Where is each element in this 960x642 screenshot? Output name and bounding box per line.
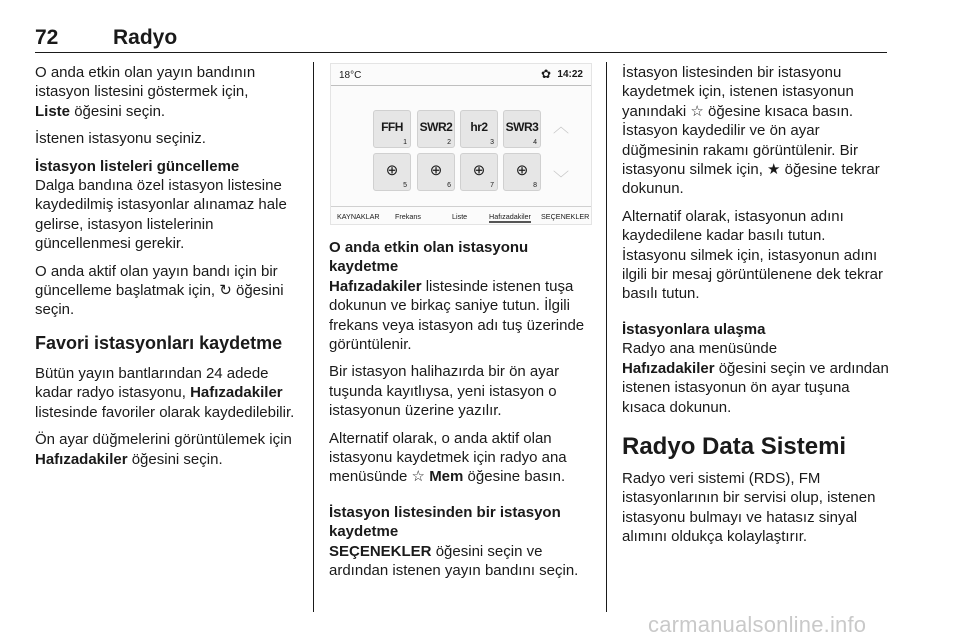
column-divider-1 — [313, 62, 314, 612]
column-1 — [35, 63, 305, 477]
paragraph: Radyo veri sistemi (RDS), FM istasyonlarının bir servisi olup, istenen istasyonu bulmayı ve hatasız sinyal alımını oldukça kolaylaştırır. — [622, 469, 876, 546]
add-icon: ⊕ — [429, 162, 443, 179]
column-2 — [329, 238, 597, 589]
column-divider-2 — [606, 62, 607, 612]
gear-icon: ✿ — [540, 67, 551, 81]
paragraph: Alternatif olarak, istasyonun adını kaydedilene kadar basılı tutun. İstasyonu silmek için, istasyonun adını ilgili bir mesaj görüntülenene dek tekrar basılı tutun. — [622, 207, 883, 303]
paragraph: SEÇENEKLER öğesini seçin ve ardından istenen yayın bandını seçin. — [329, 542, 579, 580]
paragraph: Bir istasyon halihazırda bir ön ayar tuşunda kayıtlıysa, yeni istasyon o istasyonun üzerine yazılır. — [329, 363, 560, 420]
subheading-save-current: O anda etkin olan istasyonu kaydetme — [329, 239, 529, 276]
preset-button-6[interactable]: ⊕ 6 — [417, 153, 455, 191]
preset-button-3[interactable]: hr2 3 — [460, 110, 498, 148]
add-icon: ⊕ — [472, 162, 486, 179]
tab-frequency[interactable]: Frekans — [395, 212, 421, 221]
tab-options[interactable]: SEÇENEKLER — [541, 212, 590, 221]
paragraph: O anda aktif olan yayın bandı için bir güncelleme başlatmak için, ↻ öğesini seçin. — [35, 262, 284, 319]
screen-tab-bar — [331, 206, 591, 224]
subheading-access-stations: İstasyonlara ulaşma — [622, 320, 766, 338]
preset-button-4[interactable]: SWR3 4 — [503, 110, 541, 148]
tab-sources[interactable]: KAYNAKLAR — [337, 212, 380, 221]
screen-status-bar — [331, 64, 591, 86]
preset-button-7[interactable]: ⊕ 7 — [460, 153, 498, 191]
paragraph: İstenen istasyonu seçiniz. — [35, 130, 206, 148]
add-icon: ⊕ — [515, 162, 529, 179]
page-number: 72 — [35, 26, 59, 49]
paragraph: İstasyon listesinden bir istasyonu kaydetmek için, istenen istasyonun yanındaki ☆ öğesine kısaca basın. İstasyon kaydedilir ve ön ayar düğmesinin rakamı görüntülenir. Bir istasyonu silmek için, ★ öğesine tekrar dokunun. — [622, 64, 880, 198]
column-3 — [622, 63, 892, 555]
subheading-update: İstasyon listeleri güncelleme — [35, 157, 240, 175]
tab-list[interactable]: Liste — [452, 212, 468, 221]
temperature-readout: 18°C — [339, 70, 362, 81]
chevron-down-icon[interactable]: ﹀ — [553, 171, 570, 188]
heading-favorites: Favori istasyonları kaydetme — [35, 332, 283, 353]
chapter-title: Radyo — [113, 26, 178, 49]
watermark: carmanualsonline.info — [648, 612, 867, 637]
preset-button-5[interactable]: ⊕ 5 — [373, 153, 411, 191]
paragraph: O anda etkin olan yayın bandının istasyon listesini göstermek için, Liste öğesini seçin. — [35, 64, 256, 120]
header-rule — [35, 52, 887, 53]
clock-readout: 14:22 — [557, 69, 583, 80]
subheading-save-from-list: İstasyon listesinden bir istasyon kaydetme — [329, 503, 561, 541]
paragraph: Radyo ana menüsünde Hafızadakiler öğesini seçin ve ardından istenen istasyonun ön ayar tuşuna kısaca dokunun. — [622, 340, 889, 416]
heading-rds: Radyo Data Sistemi — [622, 432, 847, 460]
preset-button-1[interactable]: FFH 1 — [373, 110, 411, 148]
preset-button-8[interactable]: ⊕ 8 — [503, 153, 541, 191]
radio-screen-illustration — [330, 63, 592, 225]
chevron-up-icon[interactable]: ︿ — [553, 119, 570, 136]
paragraph: Ön ayar düğmelerini görüntülemek için Hafızadakiler öğesini seçin. — [35, 431, 292, 468]
paragraph: Hafızadakiler listesinde istenen tuşa dokunun ve birkaç saniye tutun. İlgili frekans veya istasyon adı tuş üzerinde görüntülenir. — [329, 277, 585, 354]
tab-favorites[interactable]: Hafızadakiler — [489, 212, 531, 221]
preset-button-2[interactable]: SWR2 2 — [417, 110, 455, 148]
paragraph: Bütün yayın bantlarından 24 adede kadar radyo istasyonu, Hafızadakiler listesinde favoriler olarak kaydedilebilir. — [35, 364, 295, 421]
paragraph: Alternatif olarak, o anda aktif olan istasyonu kaydetmek için radyo ana menüsünde ☆ Mem öğesine basın. — [329, 429, 567, 486]
page-header — [35, 26, 887, 50]
paragraph: Dalga bandına özel istasyon listesine kaydedilmiş istasyonlar alınamaz hale gelirse, istasyon listelerinin güncellenmesi gerekir. — [35, 177, 287, 253]
add-icon: ⊕ — [385, 162, 399, 179]
